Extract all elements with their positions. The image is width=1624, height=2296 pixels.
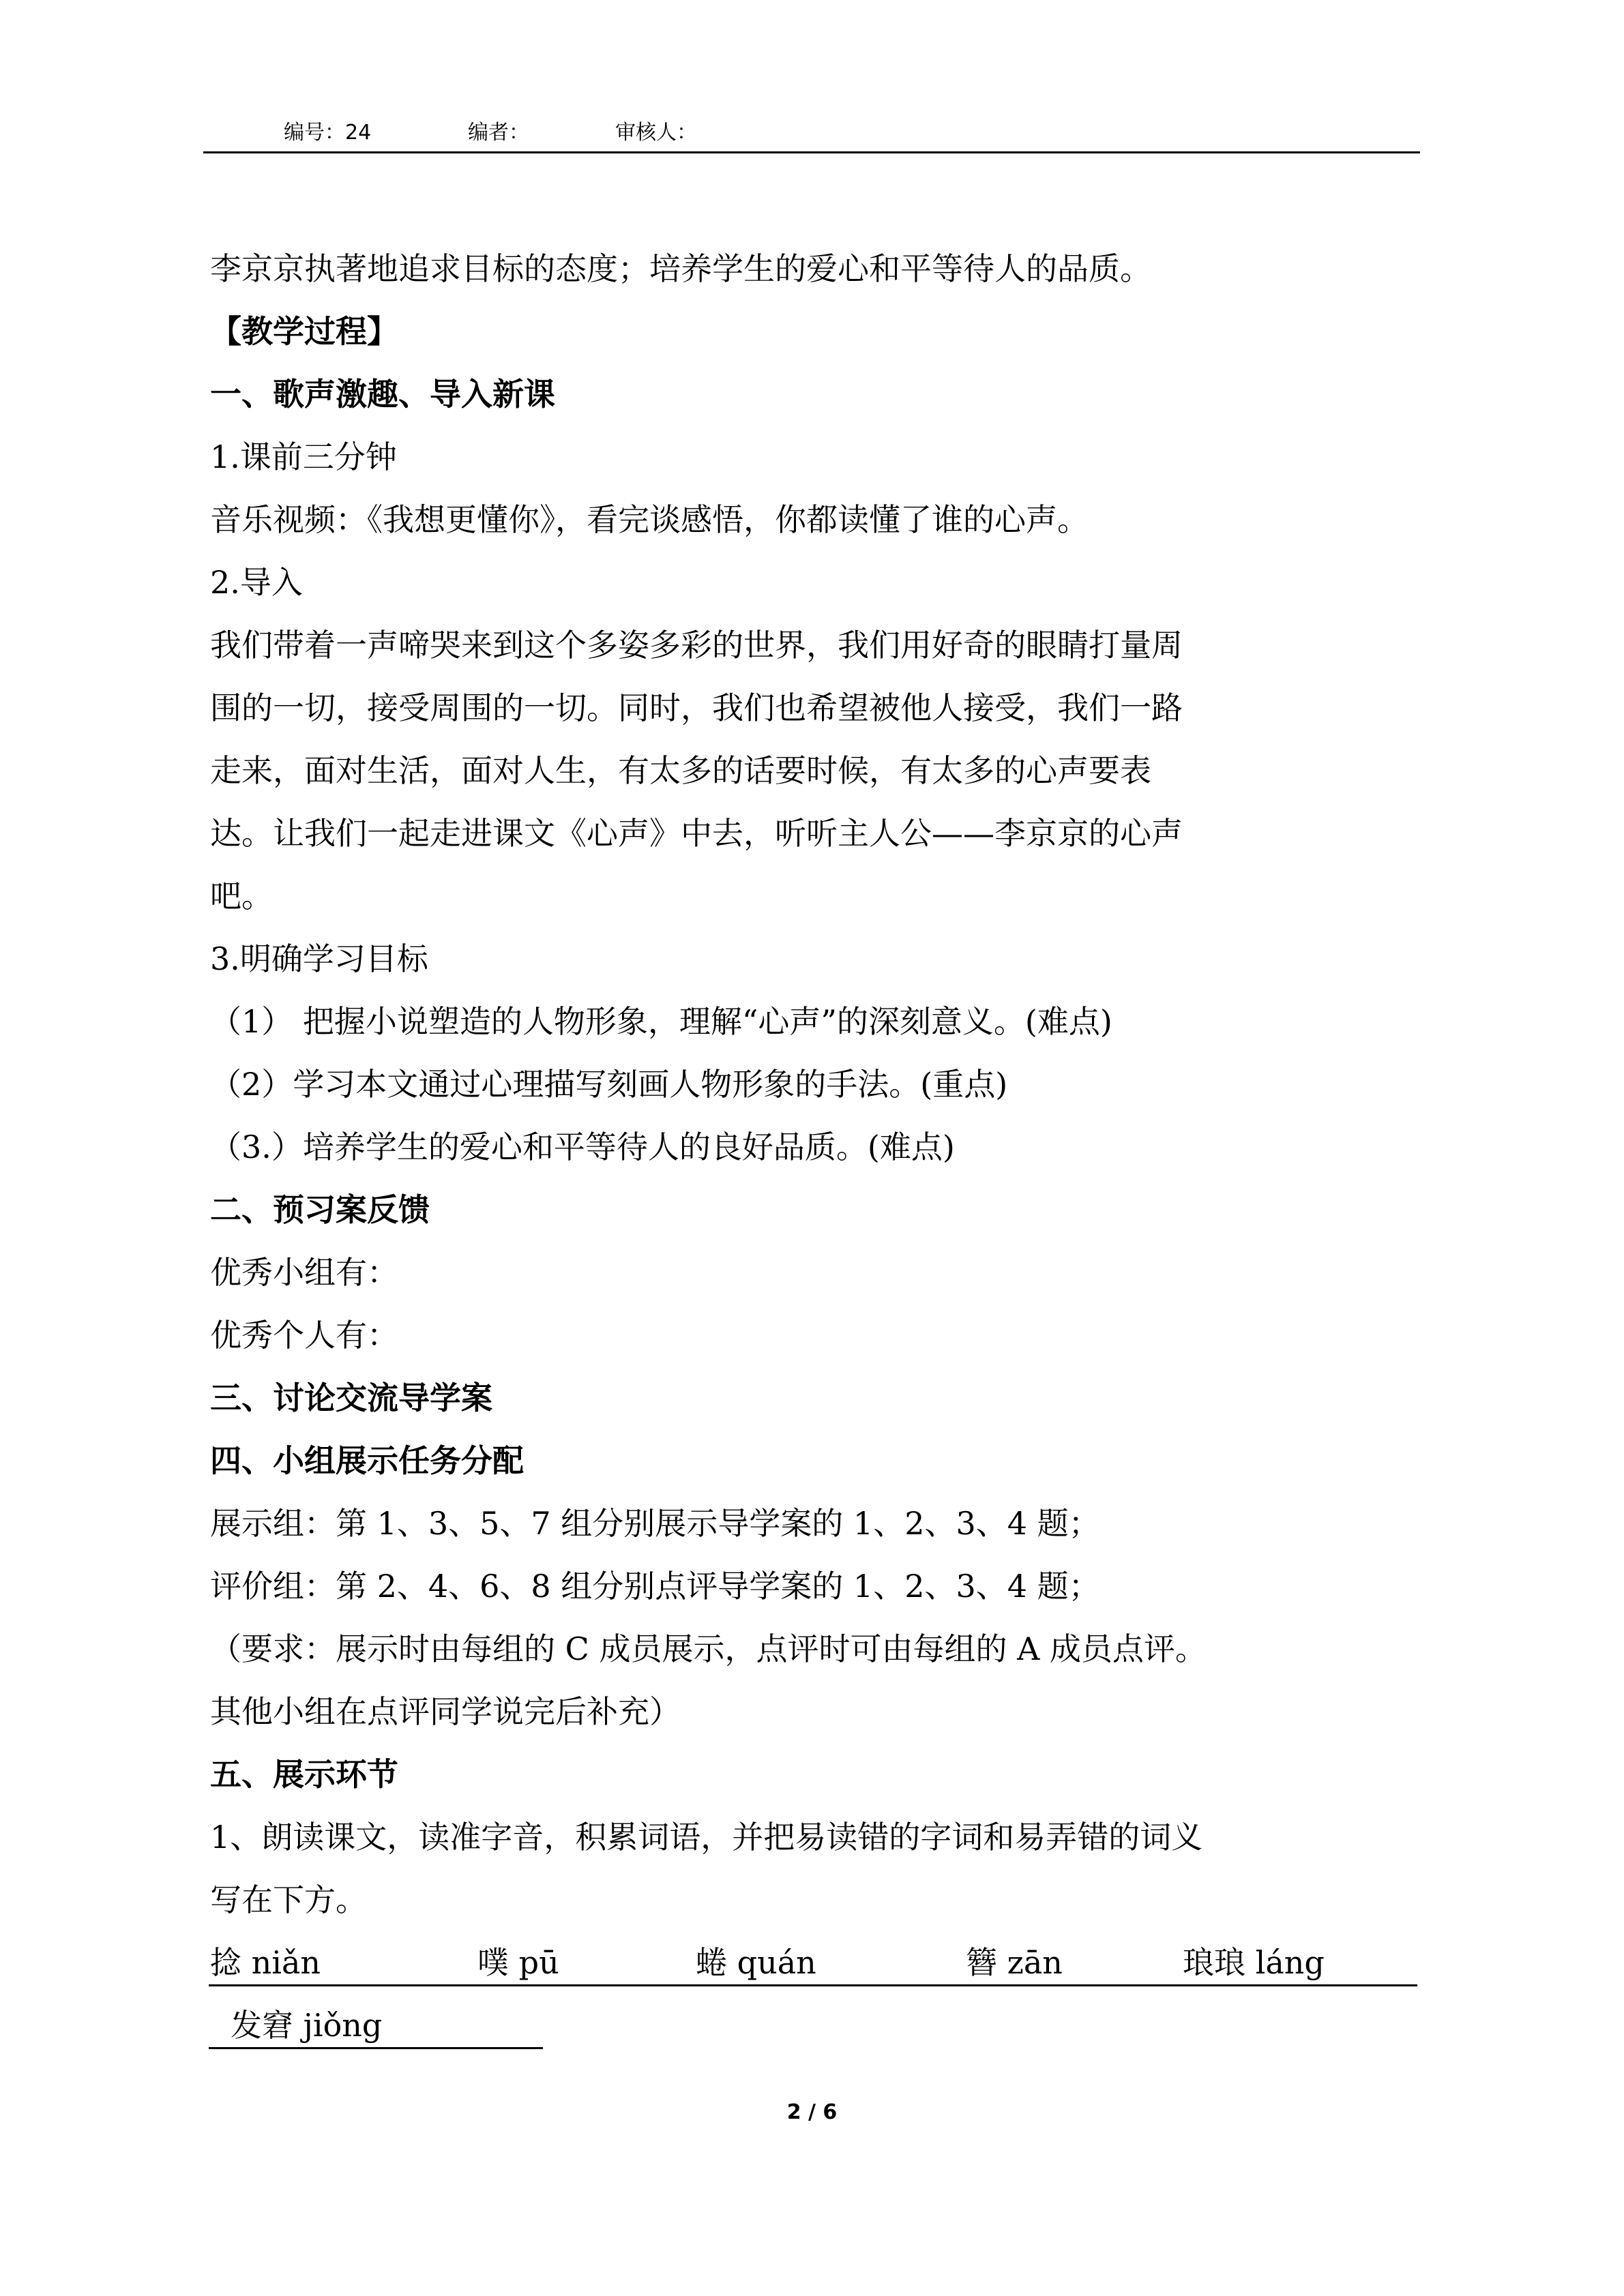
header-reviewer: 审核人： <box>615 121 697 145</box>
text-line: 优秀个人有： <box>210 1317 398 1354</box>
underline <box>209 1984 1417 1986</box>
document-body <box>210 237 1424 2057</box>
section-title: 【教学过程】 <box>210 313 398 350</box>
text-line: 1、朗读课文，读准字音，积累词语，并把易读错的字词和易弄错的词义 <box>210 1819 1203 1855</box>
section-heading: 四、小组展示任务分配 <box>210 1442 524 1479</box>
text-line: 吧。 <box>210 878 273 914</box>
text-line: 围的一切，接受周围的一切。同时，我们也希望被他人接受，我们一路 <box>210 689 1183 726</box>
text-line: 优秀小组有： <box>210 1254 398 1291</box>
header-editor: 编者： <box>468 121 529 145</box>
vocab-item: 蜷 quán <box>696 1944 816 1981</box>
header-number: 编号：24 <box>284 121 372 145</box>
underline <box>209 2047 543 2049</box>
text-line: 2.导入 <box>210 564 303 601</box>
vocab-item: 簪 zān <box>966 1944 1063 1981</box>
text-line: 评价组：第 2、4、6、8 组分别点评导学案的 1、2、3、4 题； <box>210 1568 1100 1605</box>
text-line: 音乐视频：《我想更懂你》，看完谈感悟，你都读懂了谁的心声。 <box>210 501 1089 538</box>
text-line: 其他小组在点评同学说完后补充） <box>210 1693 681 1730</box>
section-heading: 三、讨论交流导学案 <box>210 1380 492 1416</box>
text-line: 我们带着一声啼哭来到这个多姿多彩的世界，我们用好奇的眼睛打量周 <box>210 627 1183 664</box>
text-line: 1.课前三分钟 <box>210 438 397 475</box>
page-number: 2 / 6 <box>786 2100 838 2124</box>
text-line: 3.明确学习目标 <box>210 940 428 977</box>
section-heading: 五、展示环节 <box>210 1756 398 1793</box>
text-line: 走来，面对生活，面对人生，有太多的话要时候，有太多的心声要表 <box>210 752 1151 789</box>
vocab-item: 琅琅 láng <box>1183 1944 1325 1981</box>
vocab-row <box>210 1994 1424 2057</box>
vocab-item: 捻 niǎn <box>210 1944 321 1981</box>
section-heading: 二、预习案反馈 <box>210 1191 430 1228</box>
vocab-row <box>210 1931 1424 1994</box>
objective-item: （3.）培养学生的爱心和平等待人的良好品质。(难点) <box>210 1129 955 1165</box>
text-line: 达。让我们一起走进课文《心声》中去，听听主人公——李京京的心声 <box>210 815 1183 852</box>
section-heading: 一、歌声激趣、导入新课 <box>210 376 555 413</box>
text-line: 展示组：第 1、3、5、7 组分别展示导学案的 1、2、3、4 题； <box>210 1505 1100 1542</box>
text-line: （要求：展示时由每组的 C 成员展示，点评时可由每组的 A 成员点评。 <box>210 1630 1207 1667</box>
objective-item: （2）学习本文通过心理描写刻画人物形象的手法。(重点) <box>210 1066 1008 1103</box>
page-header <box>203 115 1420 153</box>
text-line: 李京京执著地追求目标的态度；培养学生的爱心和平等待人的品质。 <box>210 250 1151 287</box>
vocab-item: 发窘 jiǒng <box>231 2007 383 2044</box>
vocab-item: 噗 pū <box>477 1944 559 1981</box>
objective-item: （1） 把握小说塑造的人物形象，理解“心声”的深刻意义。(难点) <box>210 1003 1112 1040</box>
text-line: 写在下方。 <box>210 1881 367 1918</box>
